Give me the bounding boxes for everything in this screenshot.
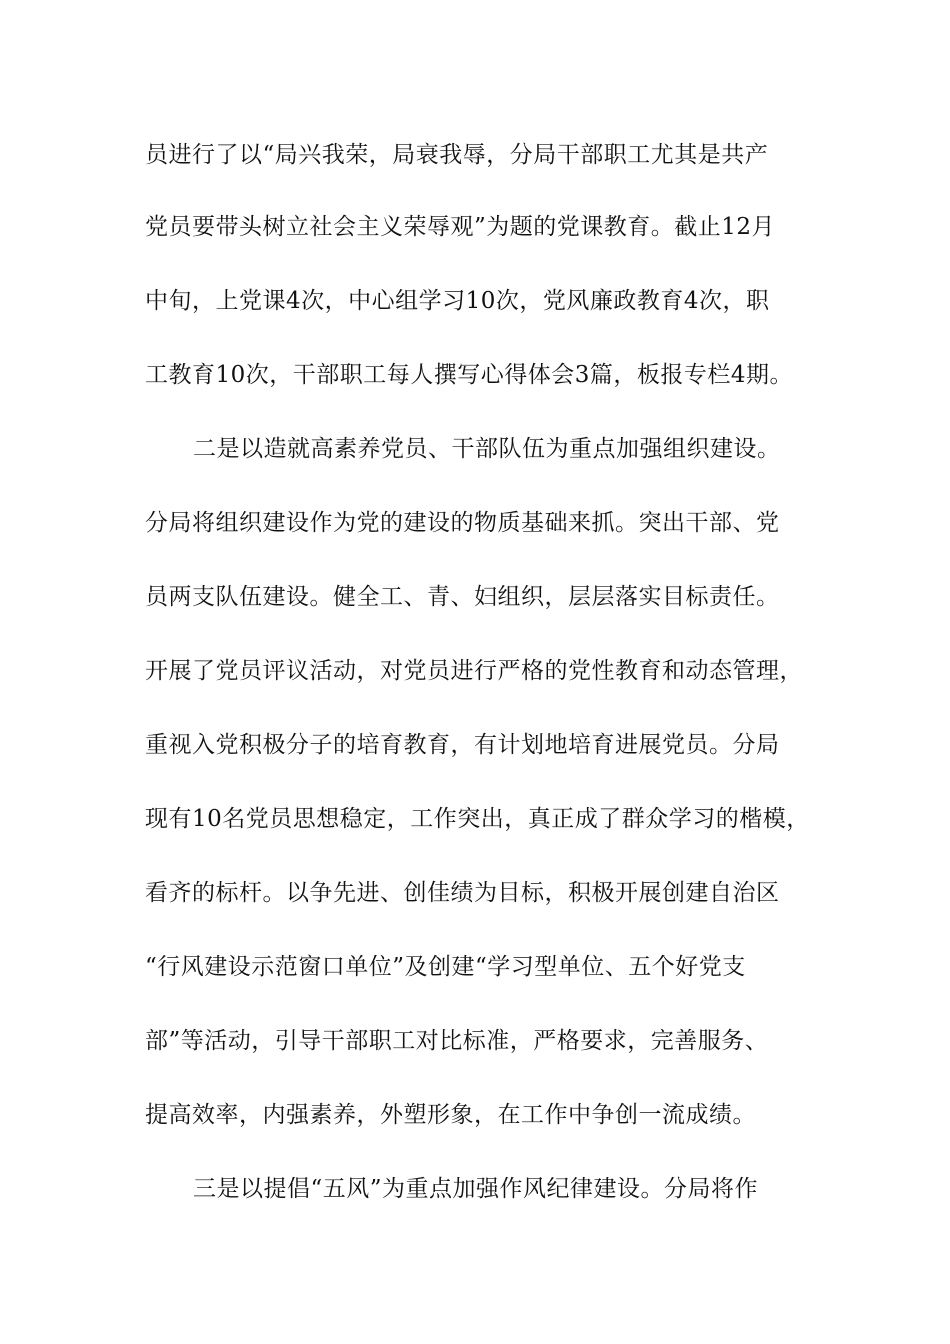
- text-line-9: 重视入党积极分子的培育教育，有计划地培育进展党员。分局: [145, 732, 780, 758]
- text-line-1: 员进行了以“局兴我荣，局衰我辱，分局干部职工尤其是共产: [145, 142, 769, 168]
- text-line-10: 现有10名党员思想稳定，工作突出，真正成了群众学习的楷模，: [145, 806, 810, 832]
- paragraph-2-first-line: 二是以造就高素养党员、干部队伍为重点加强组织建设。: [193, 436, 781, 462]
- text-line-2: 党员要带头树立社会主义荣辱观”为题的党课教育。截止12月: [145, 214, 776, 240]
- text-line-3: 中旬，上党课4次，中心组学习10次，党风廉政教育4次，职: [145, 288, 770, 314]
- paragraph-3-first-line: 三是以提倡“五风”为重点加强作风纪律建设。分局将作: [193, 1176, 759, 1202]
- text-line-4: 工教育10次，干部职工每人撰写心得体会3篇，板报专栏4期。: [145, 362, 794, 388]
- text-line-7: 员两支队伍建设。健全工、青、妇组织，层层落实目标责任。: [145, 584, 780, 610]
- text-line-14: 提高效率，内强素养，外塑形象，在工作中争创一流成绩。: [145, 1102, 756, 1128]
- text-line-11: 看齐的标杆。以争先进、创佳绩为目标，积极开展创建自治区: [145, 880, 780, 906]
- text-line-6: 分局将组织建设作为党的建设的物质基础来抓。突出干部、党: [145, 510, 780, 536]
- text-line-8: 开展了党员评议活动，对党员进行严格的党性教育和动态管理，: [145, 658, 803, 684]
- text-line-12: “行风建设示范窗口单位”及创建“学习型单位、五个好党支: [145, 954, 746, 980]
- text-line-13: 部”等活动，引导干部职工对比标准，严格要求，完善服务、: [145, 1028, 769, 1054]
